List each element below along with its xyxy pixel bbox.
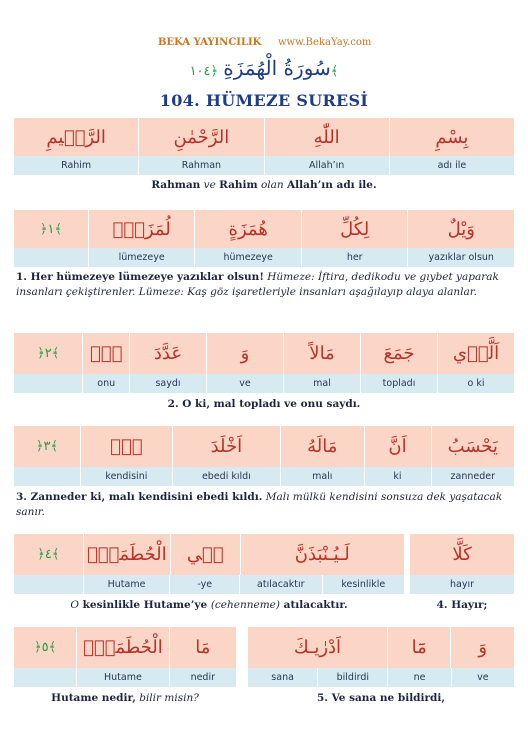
word-cell [451,668,514,687]
page-title: 104. HÜMEZE SURESİ [159,91,369,110]
translation-word: yazıklar olsun [428,252,494,263]
translation-word: ebedi kıldı [201,471,251,482]
word-cell [389,118,514,156]
word-cell [169,627,236,668]
translation-word: hümezeye [223,252,273,263]
verse-3-meaning [16,490,512,520]
word-cell [301,210,408,248]
verse-1-arabic-row [14,210,514,248]
word-cell [410,575,514,594]
word-cell [283,333,360,374]
basmala-translation-row [14,156,514,175]
translation-word: kesinlikle [341,579,386,590]
arabic-word: هُۙ [90,343,123,364]
sura-arabic-name: سُورَةُ الْهُمَزَةِ [223,56,331,80]
verse-number-ornament: ﴿٣﴾ [35,439,59,454]
verse-4-translation-row [14,575,404,594]
word-cell [206,374,283,393]
word-cell [240,534,404,575]
basmala-block [14,118,514,175]
translation-word: malı [312,471,333,482]
verse-5-translation-row [14,668,236,687]
verse-number-cell [14,426,80,467]
arabic-word: اَلَّذ۪ي [452,343,500,364]
sura-number: ١٠٤ [189,64,211,79]
translation-word: kendisini [105,471,148,482]
word-cell [239,575,321,594]
word-cell [14,156,138,175]
arabic-word: الْحُطَمَةُۜ [83,637,163,658]
translation-word: Rahim [61,160,92,171]
verse-2-meaning [0,397,528,412]
verse-2-translation-row [14,374,514,393]
translation-word: atılacaktır [257,579,305,590]
verse-number-cell [14,210,88,248]
verse-number-cell [14,534,83,575]
meaning-text: 1. Her hümezeye lümezeye yazıklar olsun! [16,271,264,283]
translation-word: topladı [382,378,416,389]
word-cell [431,426,515,467]
word-cell [169,668,236,687]
meaning-text: Hutame nedir, [51,692,136,704]
translation-word: ne [413,672,426,683]
word-cell [206,333,283,374]
arabic-word: هُمَزَةٍ [228,218,268,240]
word-cell [82,374,129,393]
arabic-word: لِكُلِّ [340,218,370,240]
verse-number: ٥ [41,640,49,655]
translation-word: ve [239,378,251,389]
word-cell [76,668,168,687]
word-cell [88,210,195,248]
word-cell [317,668,387,687]
kalla-arabic-row [410,534,514,575]
translation-word: hayır [450,579,475,590]
meaning-text: 4. Hayır; [436,599,488,611]
word-cell [129,374,206,393]
word-cell [170,534,240,575]
meaning-text: Hümeze: İftira, dedikodu ve gıybet yaparak insanları çekiştirenler. Lümeze: Kaş göz işaretleriyle insanları aşağılayıp alaya alanlar. [16,271,499,298]
meaning-text: 2. O ki, mal topladı ve onu saydı. [167,398,361,410]
meaning-text: (cehenneme) [210,599,280,611]
word-cell [248,627,387,668]
verse-number-ornament: ﴿١﴾ [39,221,63,237]
word-cell [437,374,514,393]
verse-number-ornament: ﴿٤﴾ [37,547,60,562]
verse-5b-block [248,627,514,687]
empty-cell [14,668,76,687]
word-cell [76,627,168,668]
word-cell [280,467,364,486]
arabic-word: اَخْلَدَ [210,436,243,457]
verse-number-ornament: ﴿٢﴾ [37,346,60,361]
word-cell [194,248,301,267]
basmala-arabic-row [14,118,514,156]
verse-2-block [14,333,514,393]
word-cell [360,333,437,374]
publisher-name: BEKA YAYINCILIK [158,37,262,48]
meaning-text: Rahman [151,179,201,191]
empty-cell [14,467,80,486]
word-cell [80,426,172,467]
arabic-word: الرَّحْمٰنِ [173,126,230,148]
word-cell [407,210,514,248]
verse-3-translation-row [14,467,514,486]
arabic-word: لَـيُـنْبَذَنَّ [294,544,350,565]
translation-word: onu [97,378,116,389]
verse-3-arabic-row [14,426,514,467]
verse-number-cell [14,627,76,668]
word-cell [264,156,389,175]
arabic-word: يَحْسَبُ [447,436,498,457]
word-cell [138,118,263,156]
verse-number: ٤ [44,547,52,562]
verse-number-cell [14,333,82,374]
word-cell [431,467,515,486]
word-cell [301,248,408,267]
empty-cell [14,374,82,393]
empty-cell [14,248,88,267]
translation-word: bildirdi [336,672,369,683]
verse-4-block [14,534,404,594]
word-cell [82,333,129,374]
translation-word: adı ile [437,160,467,171]
word-cell [450,627,514,668]
word-cell [248,668,317,687]
kalla-translation-row [410,575,514,594]
basmala-meaning [0,178,528,193]
word-cell [169,575,239,594]
word-cell [364,426,431,467]
meaning-text: kesinlikle Hutame’ye [78,599,211,611]
verse-1-translation-row [14,248,514,267]
verse-5b-meaning [248,691,514,706]
word-cell [360,374,437,393]
word-cell [88,248,195,267]
arabic-word: ف۪ي [186,544,224,565]
verse-5-block [14,627,236,687]
meaning-text: olan [257,179,288,191]
translation-word: her [346,252,363,263]
arabic-word: عَدَّدَ [153,343,183,364]
verse-4-meaning [14,598,404,613]
word-cell [364,467,431,486]
word-cell [322,575,404,594]
website-link[interactable]: www.BekaYay.com [278,37,372,48]
translation-word: zanneder [450,471,495,482]
word-cell [389,156,514,175]
meaning-text: ve [200,179,220,191]
verse-number: ٢ [44,346,52,361]
verse-1-block [14,210,514,267]
word-cell [129,333,206,374]
verse-5-meaning [14,691,236,706]
translation-word: lümezeye [118,252,165,263]
arabic-word: وَ [240,343,250,364]
word-cell [172,426,280,467]
verse-2-arabic-row [14,333,514,374]
arabic-word: وَيْلٌ [447,218,475,240]
translation-word: Hutame [104,672,142,683]
meaning-text: O [70,599,79,611]
translation-word: nedir [190,672,216,683]
word-cell [283,374,360,393]
word-cell [410,534,514,575]
arabic-word: الرَّح۪يمِ [46,126,106,148]
meaning-text: 5. Ve sana ne bildirdi, [316,692,446,704]
arabic-word: مَٓا [411,637,427,658]
meaning-text: 3. Zanneder ki, malı kendisini ebedi kıldı. [16,491,263,503]
meaning-text: bilir misin? [135,692,199,704]
sura-heading [0,56,528,80]
verse-5-arabic-row [14,627,236,668]
arabic-word: جَمَعَ [383,343,415,364]
arabic-word: كَلَّا [452,544,472,565]
verse-number: ١ [47,221,55,237]
translation-word: Rahman [181,160,222,171]
verse-3-block [14,426,514,486]
translation-word: Hutame [107,579,146,590]
word-cell [83,575,170,594]
translation-word: saydı [155,378,181,389]
verse-1-meaning [16,270,512,300]
verse-5b-translation-row [248,668,514,687]
arabic-word: مَالاً [309,343,335,364]
meaning-text: Malı mülkü kendisini sonsuza dek yaşatacak sanır. [16,491,503,518]
arabic-word: اللّٰهِ [313,126,340,148]
arabic-word: بِسْمِ [435,126,469,148]
word-cell [83,534,170,575]
verse-4-arabic-row [14,534,404,575]
word-cell [172,467,280,486]
word-cell [264,118,389,156]
empty-cell [14,575,83,594]
word-cell [387,668,450,687]
meaning-text: Allah’ın adı ile. [287,179,377,191]
meaning-text: Rahim [219,179,258,191]
translation-word: sana [271,672,294,683]
arabic-word: هُۚ [110,436,143,457]
word-cell [194,210,301,248]
word-cell [80,467,172,486]
arabic-word: اَدْرٰيـكَ [293,637,342,658]
word-cell [280,426,364,467]
word-cell [138,156,263,175]
arabic-word: وَ [478,637,488,658]
meaning-text: atılacaktır. [280,599,348,611]
word-cell [407,248,514,267]
arabic-word: مَالَهُ [307,436,338,457]
translation-word: Allah’ın [308,160,345,171]
verse-5b-arabic-row [248,627,514,668]
arabic-word: الْحُطَمَةِۘ [86,544,167,565]
translation-word: mal [313,378,331,389]
translation-word: -ye [197,579,213,590]
arabic-word: لُمَزَةٍۙ [112,218,171,240]
translation-word: o ki [467,378,485,389]
kalla-block [410,534,514,594]
arabic-word: اَنَّ [388,436,407,457]
sura-number-ornament: ﴿١٠٤ ﴾ [189,64,339,79]
verse-number: ٣ [43,439,51,454]
word-cell [437,333,514,374]
translation-word: ve [477,672,489,683]
word-cell [14,118,138,156]
translation-word: ki [393,471,402,482]
word-cell [387,627,451,668]
arabic-word: مَا [195,637,211,658]
verse-number-ornament: ﴿٥﴾ [34,640,57,655]
kalla-meaning [410,598,514,613]
